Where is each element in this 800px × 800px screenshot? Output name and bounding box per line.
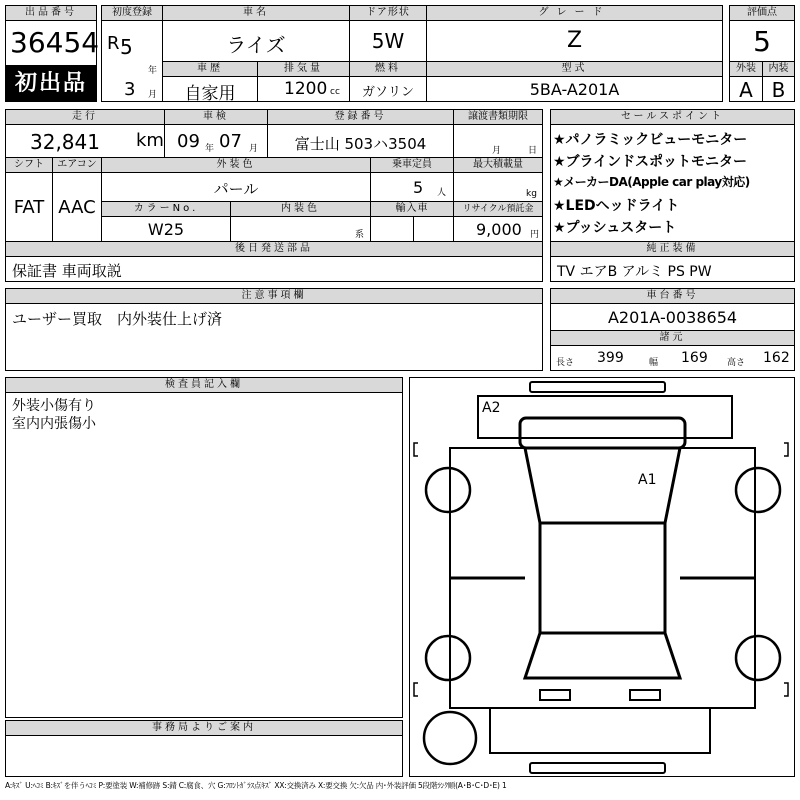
- later-parts-cell: [5, 256, 543, 282]
- plate-header: 登録番号: [267, 109, 454, 125]
- registration-year: 5: [120, 35, 133, 59]
- import-header: 輸入車: [370, 201, 454, 217]
- car-name-cell: [162, 20, 350, 62]
- bracket-left-1: [414, 443, 418, 456]
- int-color-header: 内装色: [230, 201, 371, 217]
- inspection-month: 07: [219, 131, 242, 152]
- registration-era: R: [107, 33, 120, 54]
- bracket-right-2: [784, 683, 788, 696]
- chassis-cell: [550, 303, 795, 331]
- score-header: 評価点: [729, 5, 795, 21]
- int-color-cell: [230, 216, 371, 242]
- recycle-fee: 9,000: [476, 220, 522, 239]
- wheel-front-right: [736, 468, 780, 512]
- mileage-unit: km: [136, 130, 164, 151]
- score-cell: [729, 20, 795, 62]
- history-header: 車歴: [162, 61, 258, 77]
- width-label: 幅: [649, 358, 659, 368]
- damage-diagram: [409, 377, 795, 777]
- door-header: ドア形状: [349, 5, 427, 21]
- model-header: 型式: [426, 61, 723, 77]
- plate-cell: [267, 124, 454, 158]
- displacement-cell: [257, 76, 350, 102]
- registration-month-unit: 月: [148, 90, 158, 100]
- mileage-cell: [5, 124, 165, 158]
- wheel-rear-left: [426, 636, 470, 680]
- grade-cell: [426, 20, 723, 62]
- office-cell: [5, 735, 403, 777]
- spare-wheel: [424, 712, 476, 764]
- rear-lamp-left: [540, 690, 570, 700]
- width: 169: [681, 350, 708, 366]
- load-unit: kg: [526, 189, 537, 199]
- sales-point-3: ★メーカーDA(Apple car play対応): [553, 175, 750, 189]
- color-number: W25: [147, 220, 185, 239]
- color-cell: [101, 172, 371, 202]
- inspection-year: 09: [177, 131, 200, 152]
- rear-lamp-right: [630, 690, 660, 700]
- ac-header: エアコン: [52, 157, 102, 173]
- sales-point-1: ★パノラミックビューモニター: [553, 132, 748, 148]
- first-registration-header: 初度登録: [101, 5, 163, 21]
- roof-outline: [540, 523, 665, 633]
- transfer-month-unit: 月: [492, 146, 502, 156]
- sales-points-header: セールスポイント: [550, 109, 795, 125]
- fuel-cell: [349, 76, 427, 102]
- chassis-header: 車台番号: [550, 288, 795, 304]
- dims-cell: [550, 345, 795, 371]
- color-no-cell: [101, 216, 231, 242]
- load-header: 最大積載量: [453, 157, 543, 173]
- sales-point-4: ★LEDヘッドライト: [553, 198, 680, 214]
- capacity-unit: 人: [437, 188, 447, 198]
- hood-outline: [520, 418, 685, 448]
- roof-top-bar: [530, 382, 665, 392]
- car-diagram-svg: [410, 378, 796, 778]
- dims-header: 諸元: [550, 330, 795, 346]
- height-label: 高さ: [727, 358, 746, 368]
- registration-year-unit: 年: [148, 66, 158, 76]
- plate-number: 富士山 503ハ3504: [294, 135, 427, 153]
- inspector-line-1: 外装小傷有り: [12, 398, 96, 414]
- later-parts: 保証書 車両取説: [12, 262, 122, 280]
- sales-point-5: ★プッシュスタート: [553, 220, 677, 236]
- color-no-header: カラーNo.: [101, 201, 231, 217]
- history: 自家用: [184, 84, 236, 102]
- mileage: 32,841: [30, 130, 100, 154]
- sales-point-2: ★ブラインドスポットモニター: [553, 154, 747, 170]
- exterior-header: 外装: [729, 61, 763, 77]
- capacity-header: 乗車定員: [370, 157, 454, 173]
- displacement-header: 排気量: [257, 61, 350, 77]
- transfer-day-unit: 日: [528, 146, 538, 156]
- chassis-number: A201A-0038654: [607, 308, 738, 327]
- cabin-outline: [525, 448, 680, 523]
- inspection-cell: [164, 124, 268, 158]
- ac-cell: [52, 172, 102, 242]
- sales-points-cell: [550, 124, 795, 242]
- damage-mark-a1: A1: [638, 472, 657, 488]
- fuel-header: 燃料: [349, 61, 427, 77]
- rear-section: [490, 708, 710, 753]
- office-header: 事務局よりご案内: [5, 720, 403, 736]
- inspection-month-unit: 月: [249, 144, 259, 154]
- shift: FAT: [13, 197, 45, 218]
- bracket-right-1: [784, 443, 788, 456]
- inspector-cell: [5, 392, 403, 718]
- transfer-header: 譲渡書類期限: [453, 109, 543, 125]
- lot-number-header: 出品番号: [5, 5, 97, 21]
- grade-header: グレード: [426, 5, 723, 21]
- registration-month: 3: [124, 79, 136, 100]
- capacity-cell: [370, 172, 454, 202]
- model-cell: [426, 76, 723, 102]
- door-type: 5W: [371, 29, 405, 53]
- inspector-header: 検査員記入欄: [5, 377, 403, 393]
- first-registration-box: [101, 20, 163, 102]
- notes-text: ユーザー買取 内外装仕上げ済: [12, 310, 223, 328]
- interior-cell: [762, 76, 795, 102]
- lot-number-box: [5, 20, 100, 66]
- capacity: 5: [413, 178, 424, 197]
- height: 162: [763, 350, 790, 366]
- damage-mark-a2: A2: [482, 400, 501, 416]
- air-conditioner: AAC: [58, 197, 96, 218]
- rear-window: [525, 633, 680, 678]
- length-label: 長さ: [556, 358, 575, 368]
- int-color-suffix: 系: [355, 230, 365, 240]
- import-cell: [370, 216, 454, 242]
- shift-cell: [5, 172, 53, 242]
- load-cell: [453, 172, 543, 202]
- shift-header: シフト: [5, 157, 53, 173]
- color-header: 外装色: [101, 157, 371, 173]
- car-name: ライズ: [226, 33, 286, 57]
- exterior-cell: [729, 76, 763, 102]
- score: 5: [753, 25, 771, 58]
- interior-header: 内装: [762, 61, 795, 77]
- door-cell: [349, 20, 427, 62]
- first-listing-badge: 初出品: [5, 66, 97, 102]
- grade: Z: [566, 28, 583, 53]
- fuel: ガソリン: [361, 85, 414, 100]
- rear-bottom-bar: [530, 763, 665, 773]
- body-color: パール: [213, 180, 259, 198]
- exterior-grade: A: [739, 78, 753, 102]
- car-name-header: 車名: [162, 5, 350, 21]
- later-parts-header: 後日発送部品: [5, 241, 543, 257]
- recycle-unit: 円: [530, 230, 540, 240]
- equipment-header: 純正装備: [550, 241, 795, 257]
- displacement-unit: cc: [330, 87, 340, 97]
- recycle-header: リサイクル預託金: [453, 201, 543, 217]
- import-divider: [413, 217, 414, 241]
- transfer-cell: [453, 124, 543, 158]
- notes-header: 注意事項欄: [5, 288, 543, 304]
- bracket-left-2: [414, 683, 418, 696]
- inspection-header: 車検: [164, 109, 268, 125]
- mileage-header: 走行: [5, 109, 165, 125]
- inspection-year-unit: 年: [205, 144, 215, 154]
- notes-cell: [5, 303, 543, 371]
- lot-number: 36454: [10, 26, 100, 59]
- length: 399: [597, 350, 624, 366]
- wheel-rear-right: [736, 636, 780, 680]
- history-cell: [162, 76, 258, 102]
- displacement: 1200: [284, 79, 328, 99]
- wheel-front-left: [426, 468, 470, 512]
- equipment-cell: [550, 256, 795, 282]
- equipment: TV エアB アルミ PS PW: [557, 264, 712, 280]
- interior-grade: B: [771, 78, 786, 102]
- inspector-line-2: 室内内張傷小: [12, 416, 96, 432]
- legend: A:ｷｽﾞ U:ﾍｺﾐ B:ｷｽﾞを伴うﾍｺﾐ P:要塗装 W:補修跡 S:錆 C:腐食、穴 G:ﾌﾛﾝﾄｶﾞﾗｽ点ｷｽﾞ XX:交換済み X:要交換 欠:欠品 内･外装評価 5段階ﾗﾝｸ順(A･B･C･D･E) 1: [5, 781, 507, 790]
- recycle-cell: [453, 216, 543, 242]
- model: 5BA-A201A: [529, 80, 620, 99]
